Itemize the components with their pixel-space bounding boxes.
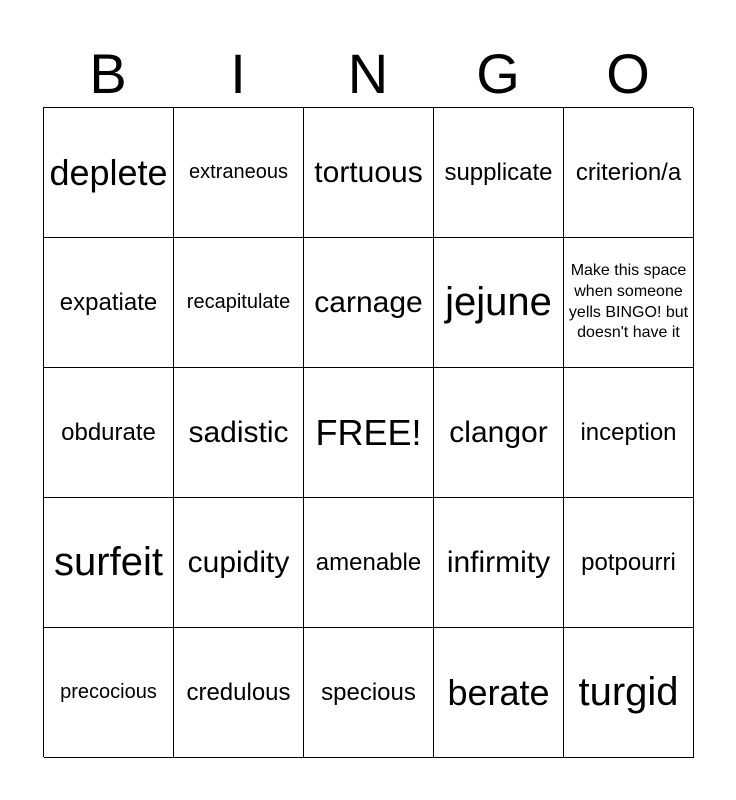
bingo-cell[interactable]: amenable: [304, 498, 434, 628]
bingo-cell[interactable]: deplete: [44, 108, 174, 238]
header-letter-n: N: [347, 42, 389, 105]
bingo-board: [43, 107, 693, 757]
bingo-cell[interactable]: clangor: [434, 368, 564, 498]
bingo-cell[interactable]: supplicate: [434, 108, 564, 238]
header-letter-b: B: [89, 42, 127, 105]
header-letter-i: I: [230, 42, 246, 105]
bingo-cell[interactable]: sadistic: [174, 368, 304, 498]
bingo-cell-free[interactable]: FREE!: [304, 368, 434, 498]
bingo-cell[interactable]: carnage: [304, 238, 434, 368]
bingo-cell[interactable]: tortuous: [304, 108, 434, 238]
header-letter-o: O: [606, 42, 650, 105]
bingo-cell[interactable]: expatiate: [44, 238, 174, 368]
bingo-cell[interactable]: berate: [434, 628, 564, 758]
bingo-cell[interactable]: turgid: [564, 628, 694, 758]
bingo-header: [43, 40, 693, 108]
bingo-cell[interactable]: credulous: [174, 628, 304, 758]
bingo-cell[interactable]: specious: [304, 628, 434, 758]
bingo-cell[interactable]: obdurate: [44, 368, 174, 498]
bingo-cell[interactable]: cupidity: [174, 498, 304, 628]
bingo-cell[interactable]: precocious: [44, 628, 174, 758]
bingo-cell[interactable]: infirmity: [434, 498, 564, 628]
bingo-cell[interactable]: criterion/a: [564, 108, 694, 238]
header-letter-g: G: [476, 42, 520, 105]
bingo-cell[interactable]: inception: [564, 368, 694, 498]
bingo-cell[interactable]: recapitulate: [174, 238, 304, 368]
bingo-cell[interactable]: extraneous: [174, 108, 304, 238]
bingo-cell[interactable]: Make this space when someone yells BINGO! but doesn't have it: [564, 238, 694, 368]
bingo-cell[interactable]: surfeit: [44, 498, 174, 628]
bingo-cell[interactable]: potpourri: [564, 498, 694, 628]
bingo-cell[interactable]: jejune: [434, 238, 564, 368]
